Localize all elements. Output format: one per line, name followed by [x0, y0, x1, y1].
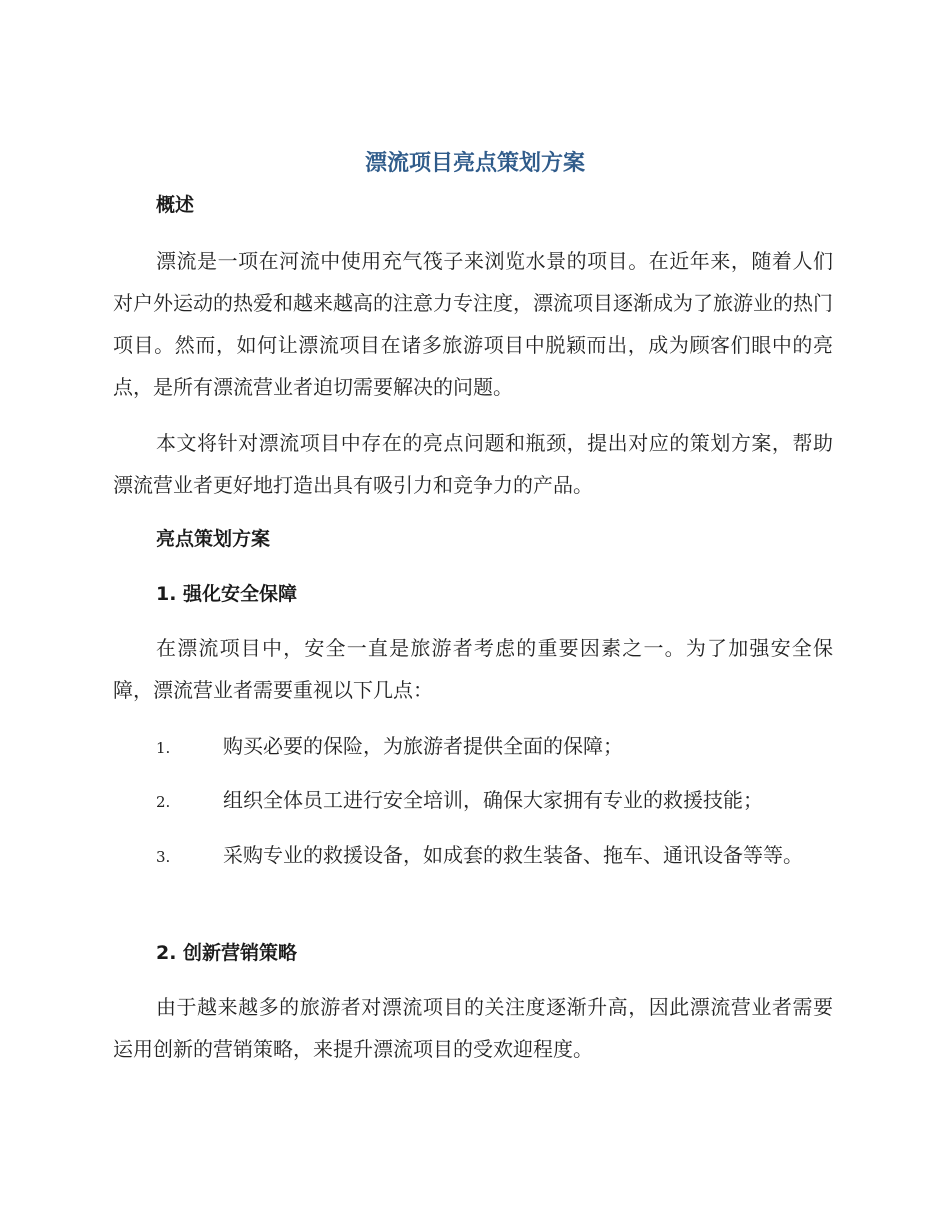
- list-number: 1.: [156, 739, 171, 757]
- safety-paragraph: 在漂流项目中，安全一直是旅游者考虑的重要因素之一。为了加强安全保障，漂流营业者需要重视以下几点：: [113, 636, 833, 702]
- list-item: [113, 834, 833, 878]
- list-item: [113, 725, 833, 769]
- section-heading-plan: 亮点策划方案: [156, 528, 271, 550]
- marketing-paragraph: 由于越来越多的旅游者对漂流项目的关注度逐渐升高，因此漂流营业者需要运用创新的营销策略，来提升漂流项目的受欢迎程度。: [113, 995, 833, 1061]
- document-title: 漂流项目亮点策划方案: [364, 151, 585, 176]
- section-heading-overview: 概述: [156, 194, 195, 216]
- section-heading-marketing: 2. 创新营销策略: [156, 942, 298, 964]
- list-number: 2.: [156, 793, 171, 811]
- list-number: 3.: [156, 848, 171, 866]
- list-item: [113, 779, 833, 823]
- section-heading-safety: 1. 强化安全保障: [156, 583, 298, 605]
- overview-paragraph-2: 本文将针对漂流项目中存在的亮点问题和瓶颈，提出对应的策划方案，帮助漂流营业者更好地打造出具有吸引力和竞争力的产品。: [113, 431, 833, 497]
- overview-paragraph-1: 漂流是一项在河流中使用充气筏子来浏览水景的项目。在近年来，随着人们对户外运动的热爱和越来越高的注意力专注度，漂流项目逐渐成为了旅游业的热门项目。然而，如何让漂流项目在诸多旅游项目中脱颖而出，成为顾客们眼中的亮点，是所有漂流营业者迫切需要解决的问题。: [113, 249, 833, 399]
- list-text: 购买必要的保险，为旅游者提供全面的保障；: [223, 734, 623, 758]
- list-text: 组织全体员工进行安全培训，确保大家拥有专业的救援技能；: [223, 788, 763, 812]
- list-text: 采购专业的救援设备，如成套的救生装备、拖车、通讯设备等等。: [223, 843, 803, 867]
